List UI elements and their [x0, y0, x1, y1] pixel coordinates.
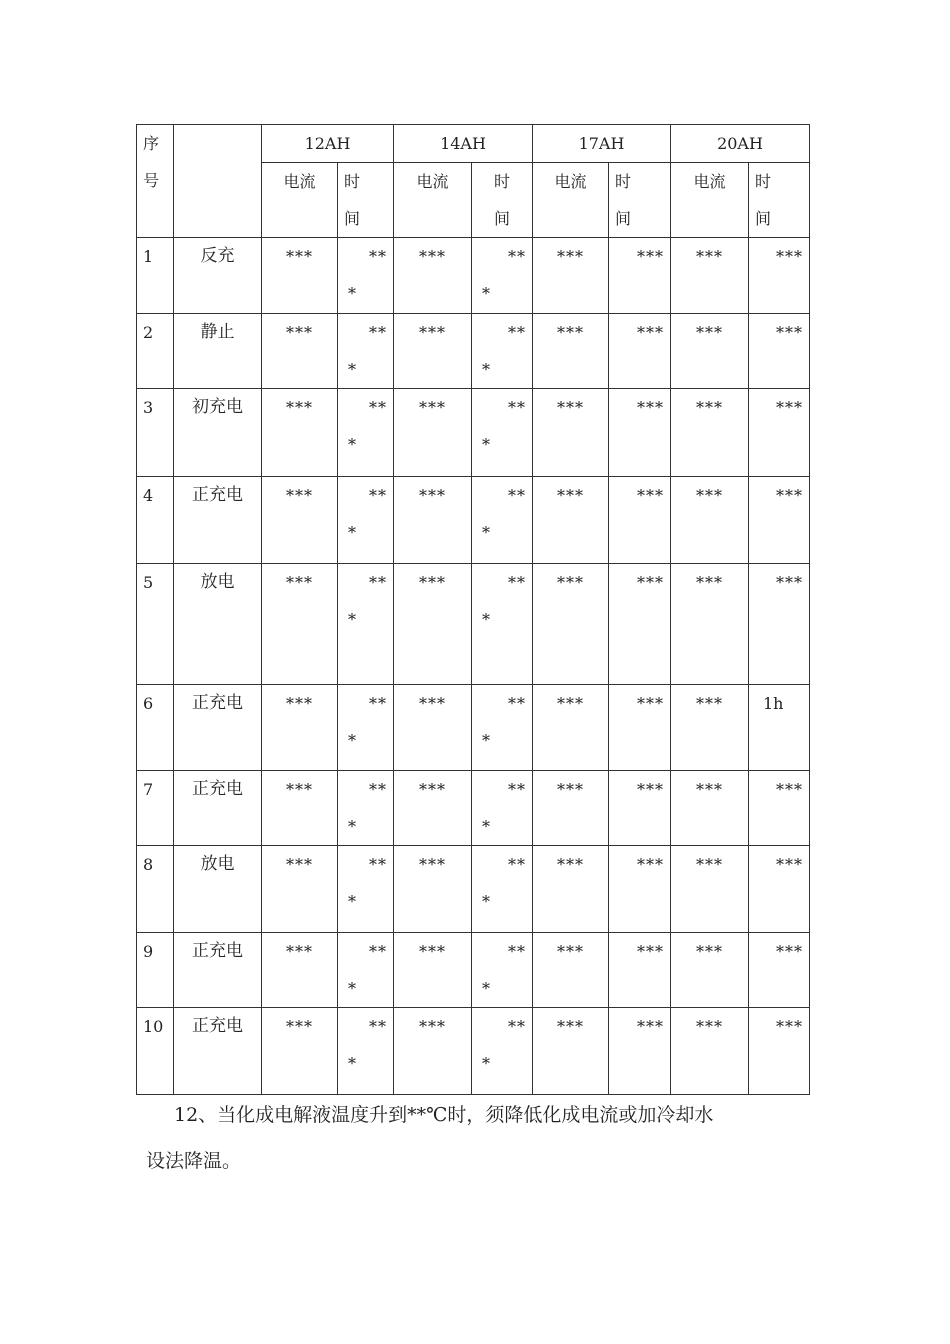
row-seq-cell: 5: [137, 564, 174, 685]
header-seq: 序 号: [137, 125, 174, 238]
current-value-cell: ***: [262, 846, 338, 933]
table-row: [137, 238, 810, 314]
time-value-cell: ***: [749, 314, 810, 389]
time-value-cell: ** *: [338, 933, 394, 1008]
row-step-cell: 正充电: [174, 477, 262, 564]
current-value-cell: ***: [262, 477, 338, 564]
current-value-cell: ***: [533, 771, 609, 846]
time-value-cell: ** *: [472, 564, 533, 685]
current-value-cell: ***: [533, 685, 609, 771]
row-step-cell: 静止: [174, 314, 262, 389]
current-value-cell: ***: [262, 1008, 338, 1095]
current-value-cell: ***: [394, 771, 472, 846]
current-value-cell: ***: [394, 238, 472, 314]
current-value-cell: ***: [671, 1008, 749, 1095]
time-value-cell: ** *: [338, 771, 394, 846]
time-value-cell: ***: [749, 933, 810, 1008]
current-value-cell: ***: [671, 389, 749, 477]
header-current-14ah: 电流: [394, 163, 472, 238]
table-row: [137, 389, 810, 477]
current-value-cell: ***: [533, 564, 609, 685]
header-step-blank: [174, 125, 262, 238]
time-value-cell: ***: [609, 933, 671, 1008]
row-step-cell: 反充: [174, 238, 262, 314]
current-value-cell: ***: [394, 846, 472, 933]
time-value-cell: ** *: [338, 238, 394, 314]
current-value-cell: ***: [262, 389, 338, 477]
row-seq-cell: 10: [137, 1008, 174, 1095]
time-value-cell: ***: [609, 564, 671, 685]
current-value-cell: ***: [262, 771, 338, 846]
time-value-cell: ***: [609, 685, 671, 771]
header-current-20ah: 电流: [671, 163, 749, 238]
current-value-cell: ***: [533, 933, 609, 1008]
table-row: [137, 933, 810, 1008]
time-value-cell: ***: [749, 238, 810, 314]
time-value-cell: ** *: [472, 685, 533, 771]
current-value-cell: ***: [394, 314, 472, 389]
row-seq-cell: 2: [137, 314, 174, 389]
current-value-cell: ***: [394, 477, 472, 564]
time-value-cell: ** *: [338, 314, 394, 389]
time-value-cell: ***: [609, 477, 671, 564]
row-step-cell: 初充电: [174, 389, 262, 477]
current-value-cell: ***: [262, 685, 338, 771]
table-row: [137, 564, 810, 685]
current-value-cell: ***: [671, 771, 749, 846]
current-value-cell: ***: [394, 389, 472, 477]
row-step-cell: 正充电: [174, 685, 262, 771]
time-value-cell: ** *: [338, 477, 394, 564]
time-value-cell: ** *: [338, 389, 394, 477]
time-value-cell: ***: [749, 1008, 810, 1095]
time-value-cell: ** *: [338, 685, 394, 771]
header-row-groups: [137, 125, 810, 163]
time-value-cell: ***: [609, 238, 671, 314]
row-seq-cell: 7: [137, 771, 174, 846]
current-value-cell: ***: [394, 933, 472, 1008]
header-group-20ah: 20AH: [671, 125, 810, 163]
table-row: [137, 1008, 810, 1095]
time-value-cell: ** *: [338, 1008, 394, 1095]
time-value-cell: ***: [749, 771, 810, 846]
time-value-cell: ***: [609, 771, 671, 846]
row-seq-cell: 9: [137, 933, 174, 1008]
row-seq-cell: 3: [137, 389, 174, 477]
paragraph-line-2: 设法降温。: [146, 1150, 242, 1172]
row-seq-cell: 6: [137, 685, 174, 771]
time-value-cell: ***: [609, 314, 671, 389]
current-value-cell: ***: [262, 564, 338, 685]
current-value-cell: ***: [394, 685, 472, 771]
row-step-cell: 放电: [174, 846, 262, 933]
time-value-cell: ** *: [338, 564, 394, 685]
row-seq-cell: 4: [137, 477, 174, 564]
current-value-cell: ***: [671, 238, 749, 314]
current-value-cell: ***: [262, 238, 338, 314]
time-value-cell: ** *: [472, 933, 533, 1008]
time-value-cell: ** *: [472, 389, 533, 477]
header-time-14ah: 时 间: [472, 163, 533, 238]
row-step-cell: 正充电: [174, 933, 262, 1008]
current-value-cell: ***: [533, 314, 609, 389]
row-step-cell: 放电: [174, 564, 262, 685]
header-current-17ah: 电流: [533, 163, 609, 238]
time-value-cell: ***: [749, 477, 810, 564]
current-value-cell: ***: [671, 477, 749, 564]
table-row: [137, 477, 810, 564]
current-value-cell: ***: [533, 846, 609, 933]
time-value-cell: ** *: [472, 1008, 533, 1095]
row-step-cell: 正充电: [174, 1008, 262, 1095]
table-row: [137, 314, 810, 389]
time-value-cell: ** *: [472, 238, 533, 314]
time-value-cell: ***: [609, 1008, 671, 1095]
time-value-cell: ***: [609, 389, 671, 477]
time-value-cell: 1h: [749, 685, 810, 771]
time-value-cell: ** *: [472, 846, 533, 933]
current-value-cell: ***: [671, 564, 749, 685]
current-value-cell: ***: [533, 477, 609, 564]
current-value-cell: ***: [671, 314, 749, 389]
current-value-cell: ***: [533, 389, 609, 477]
table-body: [137, 125, 810, 1095]
current-value-cell: ***: [671, 685, 749, 771]
time-value-cell: ***: [609, 846, 671, 933]
current-value-cell: ***: [671, 846, 749, 933]
header-time-17ah: 时 间: [609, 163, 671, 238]
header-group-17ah: 17AH: [533, 125, 671, 163]
time-value-cell: ***: [749, 389, 810, 477]
current-value-cell: ***: [262, 314, 338, 389]
row-step-cell: 正充电: [174, 771, 262, 846]
table-row: [137, 846, 810, 933]
row-seq-cell: 1: [137, 238, 174, 314]
header-time-12ah: 时 间: [338, 163, 394, 238]
time-value-cell: ** *: [338, 846, 394, 933]
time-value-cell: ***: [749, 564, 810, 685]
charging-process-table: [136, 124, 810, 1095]
current-value-cell: ***: [262, 933, 338, 1008]
time-value-cell: ** *: [472, 314, 533, 389]
header-group-12ah: 12AH: [262, 125, 394, 163]
current-value-cell: ***: [533, 1008, 609, 1095]
current-value-cell: ***: [533, 238, 609, 314]
current-value-cell: ***: [394, 564, 472, 685]
row-seq-cell: 8: [137, 846, 174, 933]
header-group-14ah: 14AH: [394, 125, 533, 163]
time-value-cell: ** *: [472, 477, 533, 564]
time-value-cell: ***: [749, 846, 810, 933]
paragraph-line-1: 12、当化成电解液温度升到**℃时，须降低化成电流或加冷却水: [174, 1104, 714, 1126]
current-value-cell: ***: [394, 1008, 472, 1095]
time-value-cell: ** *: [472, 771, 533, 846]
header-current-12ah: 电流: [262, 163, 338, 238]
header-time-20ah: 时 间: [749, 163, 810, 238]
table-row: [137, 685, 810, 771]
current-value-cell: ***: [671, 933, 749, 1008]
table-row: [137, 771, 810, 846]
